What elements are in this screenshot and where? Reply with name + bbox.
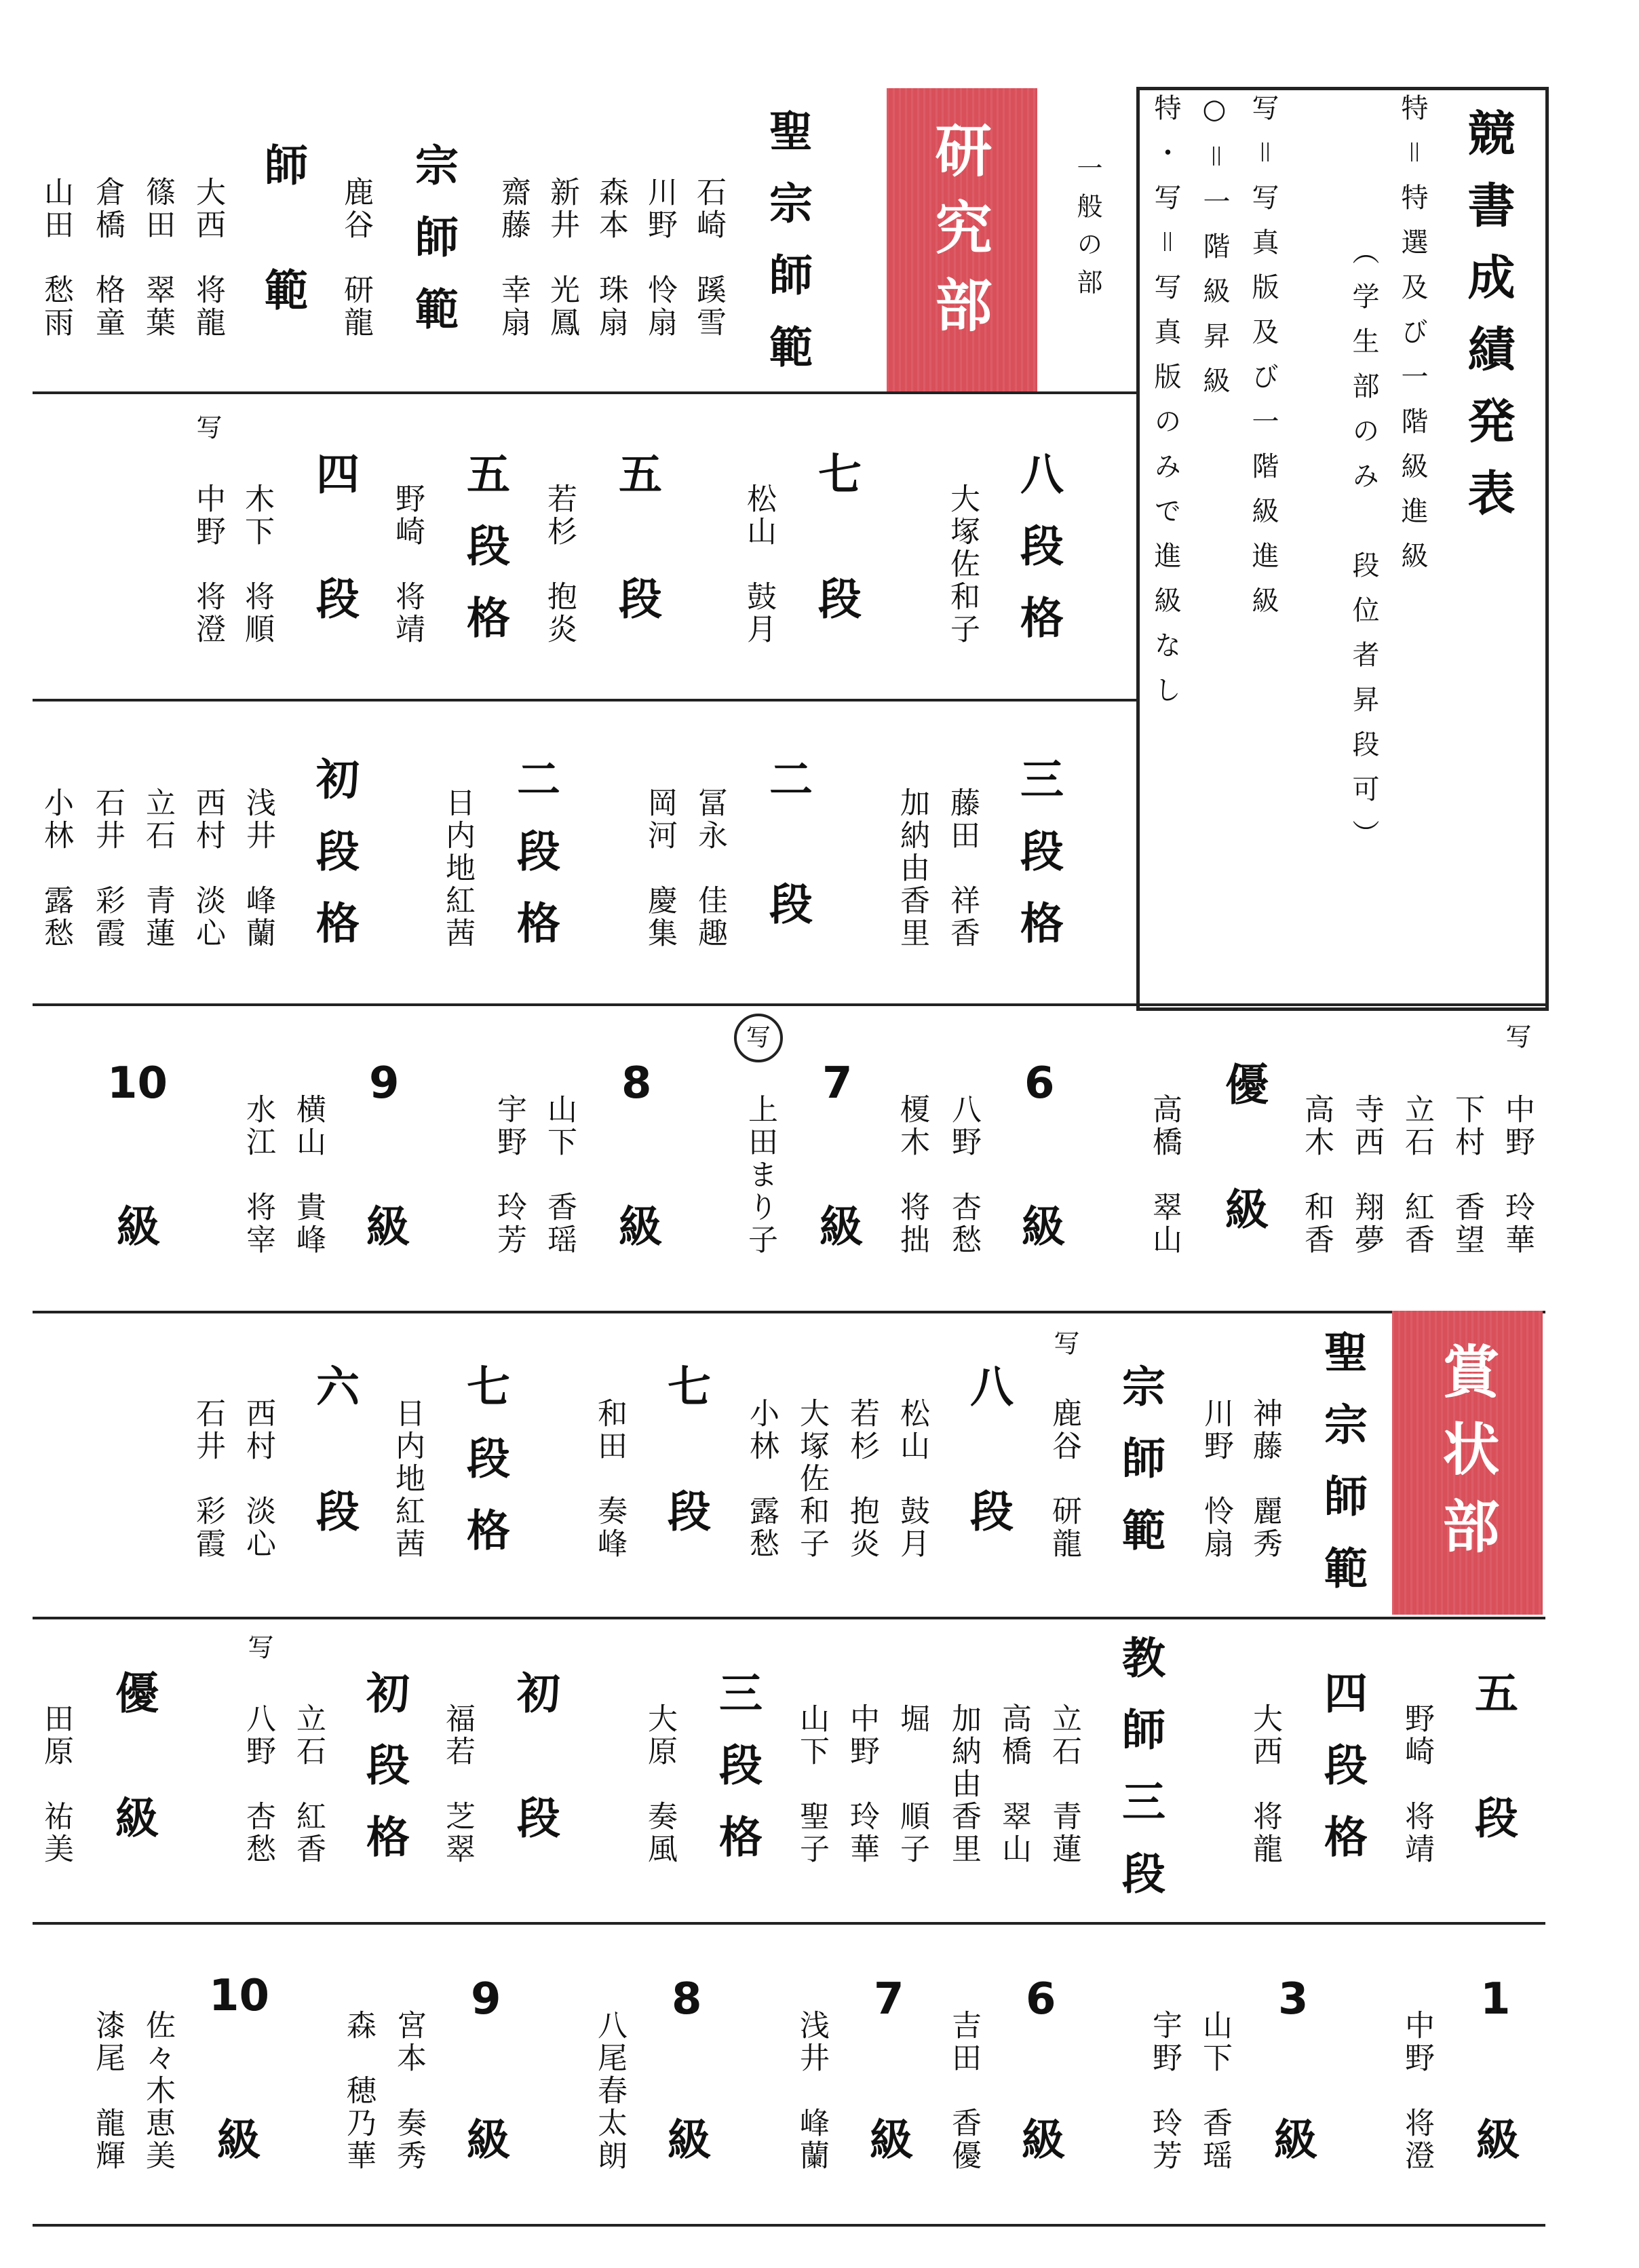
legend-line-4: ○＝一階級昇級 <box>1199 94 1230 411</box>
kyu-label: 級 <box>812 1204 862 1247</box>
kyu-number: 7 <box>822 1058 853 1109</box>
kenkyu-d7-head: 七段 <box>811 451 861 701</box>
name-entry: 立石 青蓮 <box>1047 1703 1081 1866</box>
name-entry: 立石 紅香 <box>1400 1094 1434 1256</box>
name-entry: 立石 紅香 <box>291 1703 326 1866</box>
shojo-d5-head: 五段 <box>1467 1670 1518 1920</box>
name-entry: 松山 鼓月 <box>741 483 776 646</box>
kenkyu-shihan-head: 師範 <box>257 142 307 392</box>
name-entry: 中野 玲華 <box>845 1703 879 1866</box>
name-entry: 神藤 麗秀 <box>1248 1398 1282 1560</box>
name-entry: 若杉 抱炎 <box>542 483 577 646</box>
name-entry: 高木 和香 <box>1299 1094 1334 1256</box>
name-entry: 大塚佐和子 <box>945 483 980 646</box>
name-entry: 宮本 奏秀 <box>391 2010 426 2172</box>
shojo-d4k-head: 四段格 <box>1317 1670 1367 1886</box>
kyu-label: 級 <box>660 2117 710 2160</box>
name-entry: 鹿谷 研龍 <box>1047 1398 1081 1560</box>
name-entry: 石崎 蹊雪 <box>691 176 726 339</box>
kyu-label: 級 <box>1469 2117 1519 2160</box>
shojo-d3k-head: 三段格 <box>712 1670 762 1886</box>
kenkyu-d2-head: 二段 <box>762 756 812 1006</box>
shojo-d1k-head: 初段格 <box>359 1670 409 1886</box>
name-entry: 森 穂乃華 <box>341 2010 376 2172</box>
name-entry: 八尾春太朗 <box>592 2010 627 2172</box>
name-entry: 和田 奏峰 <box>592 1398 627 1560</box>
name-entry: 山下 香瑶 <box>542 1094 577 1256</box>
name-entry: 大西 将龍 <box>191 176 225 339</box>
kyu-label: 級 <box>1014 1204 1064 1247</box>
shojo-d7-head: 七段 <box>660 1364 710 1613</box>
name-entry: 浅井 峰蘭 <box>241 787 275 950</box>
kyu-number: 6 <box>1026 1974 1056 2024</box>
kenkyu-d8k-head: 八段格 <box>1013 451 1063 667</box>
name-entry: 山下 聖子 <box>794 1703 829 1866</box>
name-entry: 高橋 翠山 <box>1147 1094 1182 1256</box>
name-entry: 立石 青蓮 <box>140 787 175 950</box>
name-entry: 大原 奏風 <box>642 1703 677 1866</box>
kenkyu-shushi-head: 宗師範 <box>408 142 458 358</box>
name-entry: 宇野 玲芳 <box>1147 2010 1182 2172</box>
name-entry: 山田 愁雨 <box>39 176 73 339</box>
name-entry: 山下 香瑶 <box>1197 2010 1232 2172</box>
kyu-number: 9 <box>369 1058 400 1109</box>
kyu-number: 7 <box>874 1974 904 2024</box>
name-entry: 上田まり子 <box>743 1094 777 1256</box>
name-entry: 岡河 慶集 <box>642 787 677 950</box>
name-entry: 中野 将澄 <box>1400 2010 1434 2172</box>
kenkyu-subtitle: 一般の部 <box>1073 155 1102 307</box>
shojo-d7k-head: 七段格 <box>459 1364 509 1579</box>
name-entry: 下村 香望 <box>1450 1094 1484 1256</box>
kyu-label: 級 <box>459 2117 509 2160</box>
name-entry: 小林 露愁 <box>39 787 73 950</box>
kenkyu-yu-head: 優級 <box>1218 1062 1268 1311</box>
kyu-label: 級 <box>1014 2117 1064 2160</box>
kyu-label: 級 <box>210 2117 260 2160</box>
name-entry: 高橋 翠山 <box>997 1703 1031 1866</box>
row-divider-2 <box>33 699 1138 701</box>
kenkyu-d2k-head: 二段格 <box>509 756 560 972</box>
name-entry: 鹿谷 研龍 <box>339 176 373 339</box>
name-entry: 中野 将澄 <box>191 483 225 646</box>
kenkyu-d5-head: 五段 <box>611 451 661 701</box>
page-title: 競書成績発表 <box>1460 109 1516 540</box>
name-entry: 野崎 将靖 <box>1400 1703 1434 1866</box>
kenkyu-d5k-head: 五段格 <box>459 451 509 667</box>
name-entry: 吉田 香優 <box>946 2010 981 2172</box>
kyu-number: 10 <box>107 1058 168 1109</box>
name-entry: 堀 順子 <box>895 1703 929 1866</box>
name-entry: 齋藤 幸扇 <box>496 176 531 339</box>
name-entry: 田原 祐美 <box>39 1703 73 1866</box>
kyu-label: 級 <box>359 1204 409 1247</box>
name-entry: 中野 玲華 <box>1500 1094 1535 1256</box>
name-entry: 篠田 翠葉 <box>140 176 175 339</box>
name-entry: 日内地紅茜 <box>440 787 475 950</box>
name-entry: 日内地紅茜 <box>390 1398 425 1560</box>
kenkyu-banner-label: 研究部 <box>926 121 992 353</box>
name-entry: 八野 杏愁 <box>241 1703 275 1866</box>
shojo-d1-head: 初段 <box>509 1670 560 1920</box>
name-entry: 川野 怜扇 <box>1199 1398 1233 1560</box>
name-entry: 榎木 将拙 <box>895 1094 929 1256</box>
row-divider-7 <box>33 2224 1545 2227</box>
name-entry: 新井 光鳳 <box>545 176 579 339</box>
name-entry: 浅井 峰蘭 <box>794 2010 829 2172</box>
kyu-number: 6 <box>1024 1058 1055 1109</box>
kenkyu-seishu-head: 聖宗師範 <box>762 109 812 396</box>
kyu-number: 8 <box>621 1058 652 1109</box>
name-entry: 加納由香里 <box>946 1703 981 1866</box>
name-entry: 倉橋 格童 <box>90 176 125 339</box>
name-entry: 寺西 翔夢 <box>1349 1094 1384 1256</box>
name-entry: 冨永 佳趣 <box>693 787 727 950</box>
kenkyu-d1k-head: 初段格 <box>309 756 359 972</box>
kyu-number: 10 <box>209 1971 270 2021</box>
name-entry: 木下 将順 <box>239 483 274 646</box>
row-divider-1 <box>33 391 1138 394</box>
name-entry: 松山 鼓月 <box>895 1398 929 1560</box>
legend-line-5: 特・写＝写真版のみで進級なし <box>1150 94 1181 720</box>
photo-mark: 写 <box>244 1634 273 1659</box>
name-entry: 加納由香里 <box>895 787 929 950</box>
legend-line-2: （学生部のみ 段位者昇段可） <box>1348 237 1379 864</box>
name-entry: 森本 珠扇 <box>594 176 628 339</box>
kyu-number: 8 <box>672 1974 702 2024</box>
name-entry: 川野 怜扇 <box>642 176 677 339</box>
name-entry: 宇野 玲芳 <box>492 1094 526 1256</box>
name-entry: 水江 将宰 <box>241 1094 275 1256</box>
kenkyu-d3k-head: 三段格 <box>1013 756 1063 972</box>
shojo-kyoshi3-head: 教師三段 <box>1115 1635 1165 1923</box>
kyu-number: 1 <box>1480 1974 1511 2024</box>
name-entry: 西村 淡心 <box>191 787 225 950</box>
shojo-banner-label: 賞状部 <box>1433 1342 1500 1574</box>
name-entry: 大塚佐和子 <box>794 1398 829 1560</box>
photo-mark: 写 <box>1049 1330 1079 1356</box>
name-entry: 大西 将龍 <box>1248 1703 1282 1866</box>
name-entry: 福若 芝翠 <box>440 1703 475 1866</box>
shojo-yu-head: 優級 <box>108 1670 158 1920</box>
name-entry: 西村 淡心 <box>241 1398 275 1560</box>
name-entry: 石井 彩霞 <box>191 1398 225 1560</box>
photo-mark: 写 <box>192 414 222 440</box>
name-entry: 八野 杏愁 <box>946 1094 981 1256</box>
row-divider-6 <box>33 1922 1545 1925</box>
photo-circle-mark: 写 <box>734 1014 783 1062</box>
name-entry: 藤田 祥香 <box>945 787 980 950</box>
kyu-number: 3 <box>1278 1974 1309 2024</box>
legend-line-3: 写＝写真版及び一階級進級 <box>1248 94 1279 631</box>
name-entry: 野崎 将靖 <box>390 483 425 646</box>
photo-mark: 写 <box>1501 1023 1531 1049</box>
legend-line-1: 特＝特選及び一階級進級 <box>1397 94 1428 586</box>
kenkyu-d4-head: 四段 <box>309 451 359 701</box>
name-entry: 漆尾 龍輝 <box>90 2010 125 2172</box>
kyu-label: 級 <box>862 2117 912 2160</box>
kyu-label: 級 <box>1267 2117 1317 2160</box>
shojo-seishu-head: 聖宗師範 <box>1317 1330 1367 1617</box>
shojo-d8-head: 八段 <box>963 1364 1013 1613</box>
row-divider-4 <box>33 1311 1545 1313</box>
name-entry: 横山 貴峰 <box>291 1094 326 1256</box>
shojo-shushi-head: 宗師範 <box>1115 1364 1165 1579</box>
kyu-label: 級 <box>611 1204 661 1247</box>
kyu-number: 9 <box>471 1974 501 2024</box>
name-entry: 若杉 抱炎 <box>845 1398 879 1560</box>
kyu-label: 級 <box>109 1204 159 1247</box>
name-entry: 石井 彩霞 <box>90 787 125 950</box>
name-entry: 佐々木恵美 <box>140 2010 175 2172</box>
shojo-d6-head: 六段 <box>309 1364 359 1613</box>
name-entry: 小林 露愁 <box>744 1398 779 1560</box>
